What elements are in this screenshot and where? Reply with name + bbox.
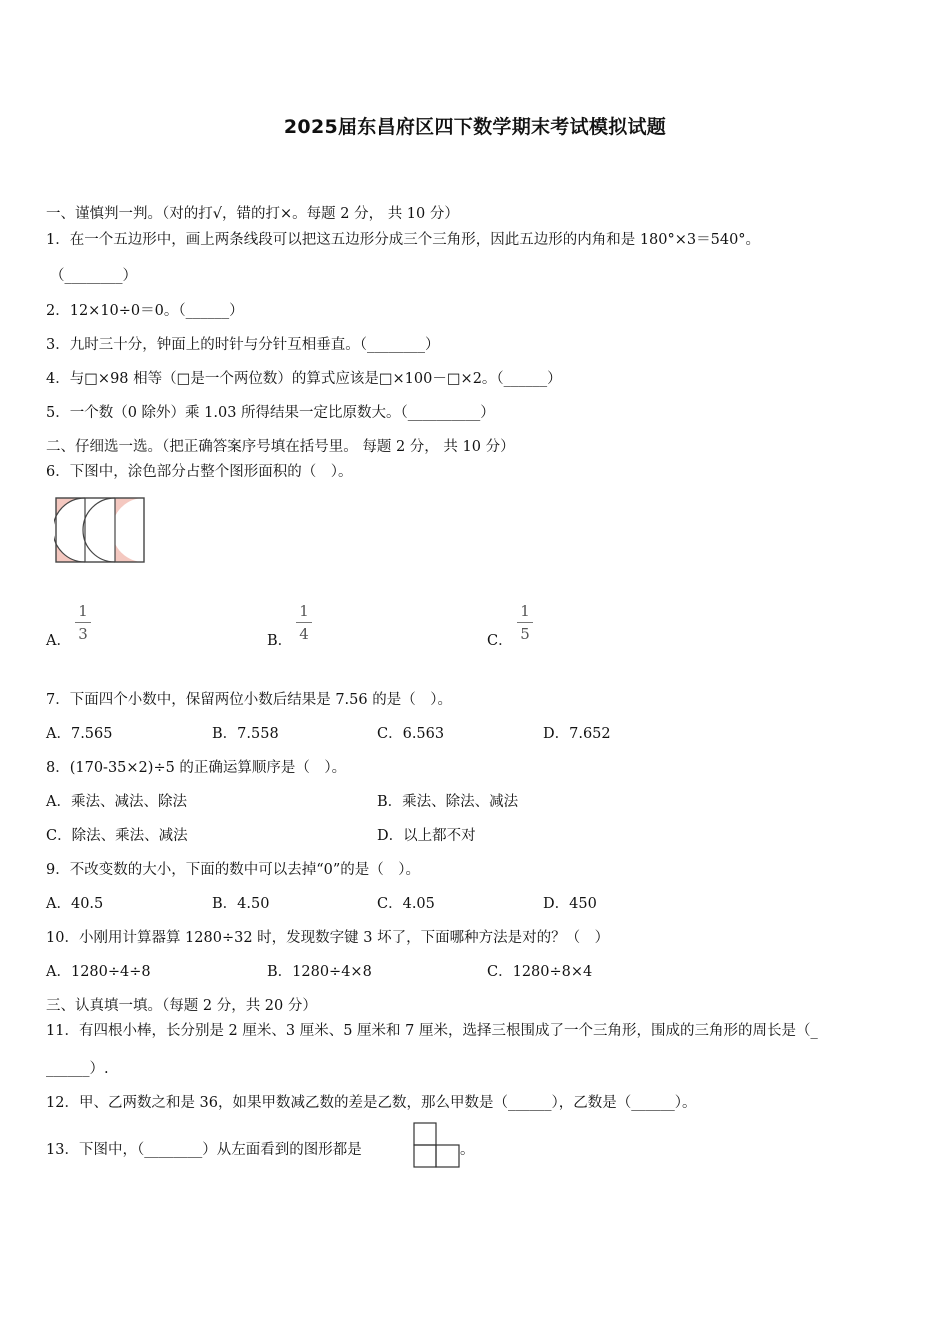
q6-option-b-label[interactable]: B． xyxy=(267,633,293,649)
fraction-bar xyxy=(296,622,312,623)
exam-title: 2025届东昌府区四下数学期末考试模拟试题 xyxy=(283,116,667,138)
q7-option-a[interactable]: A．7.565 xyxy=(46,726,113,742)
q9-option-a[interactable]: A．40.5 xyxy=(46,896,104,912)
q6-option-c-fraction xyxy=(517,602,533,643)
q10-option-c[interactable]: C．1280÷8×4 xyxy=(487,964,593,980)
question-3: 3．九时三十分，钟面上的时针与分针互相垂直。（________） xyxy=(46,337,440,353)
q7-option-c[interactable]: C．6.563 xyxy=(377,726,445,742)
fraction-bar xyxy=(517,622,533,623)
section-1-heading: 一、谨慎判一判。（对的打√，错的打×。每题 2 分， 共 10 分） xyxy=(46,206,459,222)
q8-option-a[interactable]: A．乘法、减法、除法 xyxy=(46,794,187,810)
section-3-heading: 三、认真填一填。（每题 2 分，共 20 分） xyxy=(46,998,317,1014)
shape-bottom-right-square xyxy=(436,1145,459,1167)
q6-option-a-numerator: 1 xyxy=(78,602,88,620)
question-2: 2．12×10÷0＝0。（______） xyxy=(46,303,244,319)
shape-top-square xyxy=(414,1123,436,1145)
q6-option-b-numerator: 1 xyxy=(299,602,309,620)
shape-bottom-left-square xyxy=(414,1145,436,1167)
question-13 xyxy=(46,1138,362,1159)
question-4: 4．与□×98 相等（□是一个两位数）的算式应该是□×100－□×2。（______） xyxy=(46,371,562,387)
question-13-end: 。 xyxy=(460,1142,475,1158)
question-1-answer-blank[interactable]: （________） xyxy=(50,268,137,284)
q6-option-a-label[interactable]: A． xyxy=(46,633,71,649)
q9-option-d[interactable]: D．450 xyxy=(543,896,597,912)
q6-option-c-denominator: 5 xyxy=(520,625,530,643)
q6-option-c-label[interactable]: C． xyxy=(487,633,513,649)
q9-option-c[interactable]: C．4.05 xyxy=(377,896,435,912)
figure-middle-strip xyxy=(85,498,115,562)
q8-option-d[interactable]: D．以上都不对 xyxy=(377,828,476,844)
question-11-line-1: 11．有四根小棒，长分别是 2 厘米、3 厘米、5 厘米和 7 厘米，选择三根围成了一个三角形，围成的三角形的周长是（_ xyxy=(46,1023,818,1039)
question-9: 9．不改变数的大小，下面的数中可以去掉“0”的是（ ）。 xyxy=(46,862,421,878)
q6-option-a-denominator: 3 xyxy=(78,625,88,643)
question-1: 1．在一个五边形中，画上两条线段可以把这五边形分成三个三角形，因此五边形的内角和是 180°×3＝540°。 xyxy=(46,232,761,248)
q10-option-a[interactable]: A．1280÷4÷8 xyxy=(46,964,151,980)
q9-option-b[interactable]: B．4.50 xyxy=(212,896,270,912)
question-10: 10．小刚用计算器算 1280÷32 时，发现数字键 3 坏了，下面哪种方法是对的？（ ） xyxy=(46,930,610,946)
question-5: 5．一个数（0 除外）乘 1.03 所得结果一定比原数大。（__________） xyxy=(46,405,495,421)
q6-option-a-fraction xyxy=(75,602,91,643)
q8-option-b[interactable]: B．乘法、除法、减法 xyxy=(377,794,519,810)
question-13-shape-figure xyxy=(413,1122,461,1168)
section-2-heading: 二、仔细选一选。（把正确答案序号填在括号里。 每题 2 分， 共 10 分） xyxy=(46,439,515,455)
q6-option-b-denominator: 4 xyxy=(299,625,309,643)
q7-option-d[interactable]: D．7.652 xyxy=(543,726,611,742)
question-12: 12．甲、乙两数之和是 36，如果甲数减乙数的差是乙数，那么甲数是（______），乙数是（______）。 xyxy=(46,1095,697,1111)
question-8: 8．(170-35×2)÷5 的正确运算顺序是（ ）。 xyxy=(46,760,347,776)
fraction-bar xyxy=(75,622,91,623)
q6-option-b-fraction xyxy=(296,602,312,643)
question-13-text: 13．下图中，（________）从左面看到的图形都是 xyxy=(46,1142,362,1158)
question-11-line-2: ______）. xyxy=(46,1061,109,1077)
q10-option-b[interactable]: B．1280÷4×8 xyxy=(267,964,372,980)
q6-option-c-numerator: 1 xyxy=(520,602,530,620)
question-7: 7．下面四个小数中，保留两位小数后结果是 7.56 的是（ ）。 xyxy=(46,692,452,708)
question-6: 6．下图中，涂色部分占整个图形面积的（ ）。 xyxy=(46,464,353,480)
question-6-figure xyxy=(54,496,148,566)
q7-option-b[interactable]: B．7.558 xyxy=(212,726,279,742)
q8-option-c[interactable]: C．除法、乘法、减法 xyxy=(46,828,188,844)
